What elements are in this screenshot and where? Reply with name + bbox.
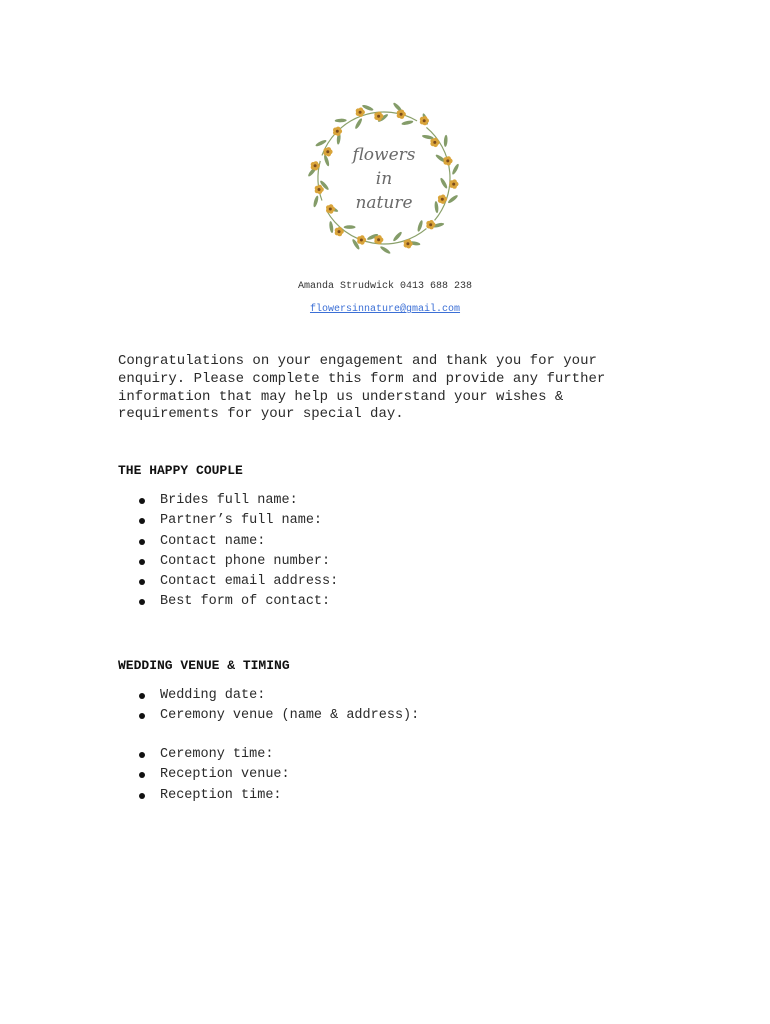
floral-wreath-icon: [298, 92, 470, 264]
wreath-leaf: [335, 118, 347, 122]
field-label-reception-venue: Reception venue:: [160, 767, 290, 783]
bullet-icon: [139, 498, 145, 504]
wreath-leaf: [417, 220, 424, 233]
bullet-icon: [139, 559, 145, 565]
wreath-flower: [404, 239, 413, 248]
wreath-flower: [397, 110, 406, 119]
flower-center: [336, 130, 339, 133]
bullet-icon: [139, 599, 145, 605]
wreath-leaf: [315, 139, 327, 147]
wreath-flower: [326, 204, 335, 213]
field-label-ceremony-venue: Ceremony venue (name & address):: [160, 708, 420, 724]
wreath-flower: [324, 147, 333, 156]
contact-email-link[interactable]: flowersinnature@gmail.com: [309, 304, 461, 315]
flower-center: [423, 119, 426, 122]
list-item: [118, 592, 338, 612]
section-heading-wedding-venue-timing: WEDDING VENUE & TIMING: [118, 658, 290, 673]
bullet-icon: [139, 579, 145, 585]
flower-center: [433, 141, 436, 144]
list-item: [118, 491, 338, 511]
bullet-icon: [139, 713, 145, 719]
wreath-leaf: [344, 225, 356, 229]
flower-center: [377, 115, 380, 118]
flowers-in-nature-logo: [298, 92, 470, 264]
flower-center: [452, 183, 455, 186]
flower-center: [338, 230, 341, 233]
wreath-leaf: [379, 245, 391, 255]
list-item: [118, 745, 290, 765]
field-label-wedding-date: Wedding date:: [160, 688, 266, 703]
venue-field-list: [118, 686, 419, 727]
list-item: [118, 686, 419, 706]
wreath-leaf: [451, 163, 460, 175]
wreath-leaf: [329, 221, 334, 233]
flower-center: [406, 242, 409, 245]
flower-center: [400, 113, 403, 116]
list-item: [118, 552, 338, 572]
field-label-partner-name: Partner’s full name:: [160, 513, 323, 529]
wreath-flower: [315, 185, 324, 194]
flower-center: [359, 111, 362, 114]
flower-center: [446, 159, 449, 162]
wreath-leaf: [354, 118, 363, 130]
flower-center: [314, 164, 317, 167]
field-label-contact-phone: Contact phone number:: [160, 553, 331, 569]
bullet-icon: [139, 772, 145, 778]
bullet-icon: [139, 793, 145, 799]
list-item: [118, 786, 290, 806]
flower-center: [329, 208, 332, 211]
wreath-flower: [449, 179, 458, 188]
field-label-contact-name: Contact name:: [160, 533, 266, 549]
bullet-icon: [139, 752, 145, 758]
list-item: [118, 572, 338, 592]
field-label-contact-email: Contact email address:: [160, 574, 339, 590]
wreath-leaf: [392, 231, 403, 242]
wreath-leaf: [439, 177, 448, 189]
contact-name-phone: Amanda Strudwick 0413 688 238: [297, 281, 473, 292]
wreath-leaf: [401, 120, 413, 126]
list-item: [118, 765, 290, 785]
field-label-ceremony-time: Ceremony time:: [160, 747, 274, 762]
flower-center: [441, 198, 444, 201]
wreath-flower: [443, 156, 452, 165]
contact-email-line: [0, 304, 770, 315]
timing-field-list: [118, 745, 290, 806]
bullet-icon: [139, 539, 145, 545]
section-heading-happy-couple: THE HAPPY COUPLE: [118, 463, 243, 478]
field-label-best-contact: Best form of contact:: [160, 594, 331, 610]
happy-couple-field-list: [118, 491, 338, 613]
wreath-flower: [374, 235, 383, 244]
wreath-leaf: [313, 195, 320, 208]
flower-center: [318, 188, 321, 191]
field-label-reception-time: Reception time:: [160, 787, 282, 803]
wreath-leaf: [443, 135, 447, 147]
list-item: [118, 706, 419, 726]
bullet-icon: [139, 693, 145, 699]
flower-center: [326, 150, 329, 153]
wreath-flower: [335, 227, 344, 236]
logo-text-line-3: nature: [355, 193, 413, 213]
wreath-flower: [426, 220, 435, 229]
field-label-brides-name: Brides full name:: [160, 493, 298, 508]
list-item: [118, 532, 338, 552]
wreath-flower: [357, 235, 366, 244]
flower-center: [360, 239, 363, 242]
logo-text-line-1: flowers: [352, 145, 416, 165]
list-item: [118, 511, 338, 531]
wreath-leaf: [447, 194, 459, 204]
bullet-icon: [139, 518, 145, 524]
logo-text-line-2: in: [375, 169, 393, 189]
flower-center: [429, 223, 432, 226]
intro-paragraph: Congratulations on your engagement and thank you for your enquiry. Please complete this form and provide any further information that may help us understand your wishes & requirements for your special day.: [118, 353, 606, 423]
wreath-leaf: [434, 201, 439, 213]
flower-center: [377, 238, 380, 241]
